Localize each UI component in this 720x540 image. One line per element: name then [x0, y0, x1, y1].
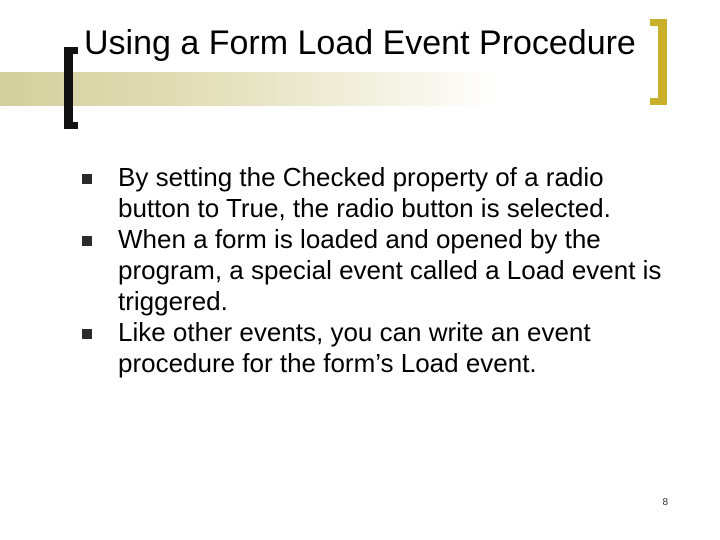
bullet-item [80, 162, 680, 224]
square-bullet-icon [82, 174, 92, 184]
right-bracket-decoration-bottom [650, 98, 667, 105]
slide-title: Using a Form Load Event Procedure [84, 24, 636, 62]
bullet-item [80, 224, 680, 317]
square-bullet-icon [82, 329, 92, 339]
square-bullet-icon [82, 236, 92, 246]
bullet-text: Like other events, you can write an event procedure for the form’s Load event. [118, 317, 591, 378]
right-bracket-decoration [658, 19, 667, 105]
bullet-list [80, 162, 680, 379]
bullet-item [80, 317, 680, 379]
page-number: 8 [662, 497, 668, 508]
bullet-text: When a form is loaded and opened by the program, a special event called a Load event is triggered. [118, 224, 662, 316]
left-bracket-decoration [64, 47, 78, 129]
bullet-text: By setting the Checked property of a radio button to True, the radio button is selected. [118, 162, 611, 223]
